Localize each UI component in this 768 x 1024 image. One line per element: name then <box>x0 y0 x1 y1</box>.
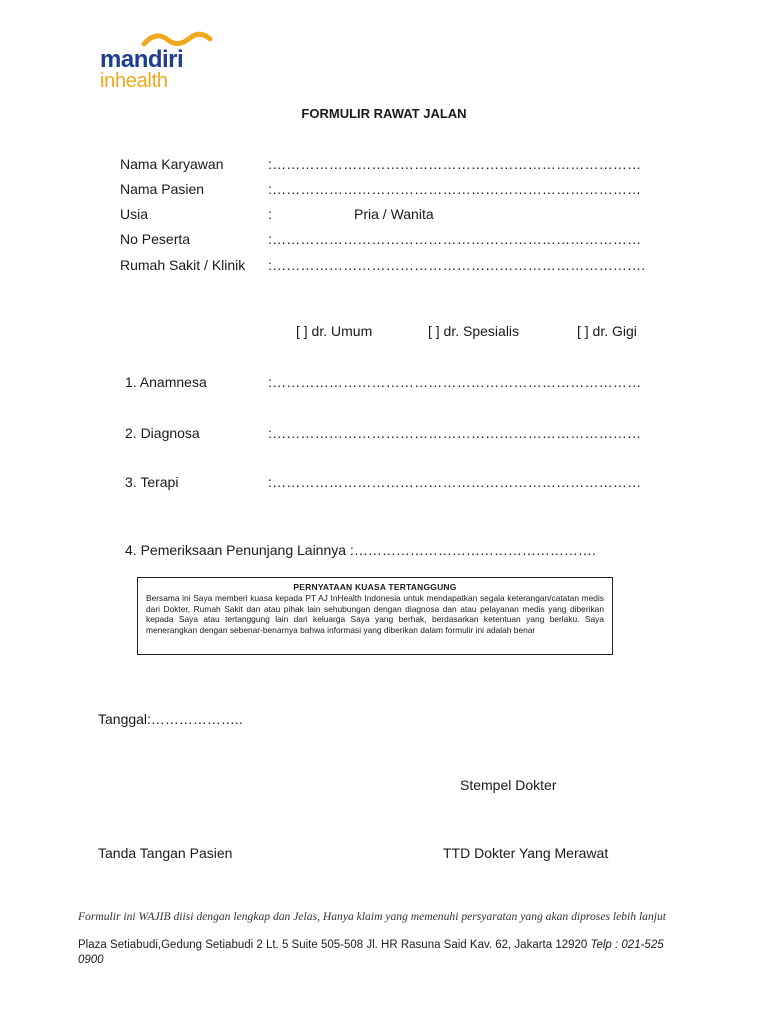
section-label-diagnosa: 2. Diagnosa <box>125 425 200 441</box>
logo-text-inhealth: inhealth <box>100 70 168 92</box>
address-text: Plaza Setiabudi,Gedung Setiabudi 2 Lt. 5 Suite 505-508 Jl. HR Rasuna Said Kav. 62, Jakarta 12920 <box>78 939 591 951</box>
field-pemeriksaan-penunjang[interactable]: 4. Pemeriksaan Penunjang Lainnya :……………………………………………. <box>125 542 596 558</box>
footer-note: Formulir ini WAJIB diisi dengan lengkap dan Jelas, Hanya klaim yang memenuhi persyaratan yang akan diproses lebih lanjut <box>78 910 667 923</box>
field-no-peserta[interactable]: :…………………………………………………………………… <box>268 231 642 247</box>
field-label-nama-pasien: Nama Pasien <box>120 181 205 197</box>
field-terapi[interactable]: :…………………………………………………………………… <box>268 474 642 490</box>
checkbox-dr-gigi[interactable]: [ ] dr. Gigi <box>577 323 637 339</box>
field-diagnosa[interactable]: :…………………………………………………………………… <box>268 425 642 441</box>
field-label-usia: Usia <box>120 206 149 222</box>
date-field[interactable]: Tanggal:……………….. <box>98 711 243 727</box>
checkbox-dr-spesialis[interactable]: [ ] dr. Spesialis <box>428 323 520 339</box>
phone-number: Telp : 021-525 0900 <box>78 939 664 966</box>
field-rumah-sakit[interactable]: :……………………………………………………………………. <box>268 257 646 273</box>
logo-text-mandiri: mandiri <box>100 46 184 73</box>
doctor-stamp-label: Stempel Dokter <box>460 777 557 793</box>
field-label-no-peserta: No Peserta <box>120 231 191 247</box>
checkbox-dr-umum[interactable]: [ ] dr. Umum <box>296 323 373 339</box>
doctor-signature-label: TTD Dokter Yang Merawat <box>443 845 609 861</box>
mandiri-inhealth-logo <box>98 30 218 92</box>
patient-signature-label: Tanda Tangan Pasien <box>98 845 233 861</box>
field-nama-pasien[interactable]: :…………………………………………………………………… <box>268 181 642 197</box>
statement-text: Bersama ini Saya memberi kuasa kepada PT AJ InHealth Indonesia untuk mendapatkan segala keterangan/catatan medis dari Dokter, Rumah Sakit dan atau pihak lain sehubungan dengan diagnosa dan atau pelayanan medis yang diberikan kepada Saya atau tertanggung lain dari keluarga Saya yang berhak, berdasarkan ketentuan yang berlaku. Saya menerangkan dengan sebenar-benarnya bahwa informasi yang diberikan dalam formulir ini adalah benar <box>146 593 604 635</box>
field-usia[interactable]: : <box>268 206 273 222</box>
statement-title: PERNYATAAN KUASA TERTANGGUNG <box>293 582 457 592</box>
footer-address <box>78 938 688 968</box>
field-label-nama-karyawan: Nama Karyawan <box>120 156 224 172</box>
field-label-rumah-sakit: Rumah Sakit / Klinik <box>120 257 246 273</box>
statement-box <box>137 577 613 655</box>
section-label-anamnesa: 1. Anamnesa <box>125 374 207 390</box>
section-label-terapi: 3. Terapi <box>125 474 179 490</box>
gender-option[interactable]: Pria / Wanita <box>354 206 434 222</box>
field-nama-karyawan[interactable]: :…………………………………………………………………… <box>268 156 642 172</box>
field-anamnesa[interactable]: :…………………………………………………………………… <box>268 374 642 390</box>
page-title: FORMULIR RAWAT JALAN <box>301 106 467 121</box>
